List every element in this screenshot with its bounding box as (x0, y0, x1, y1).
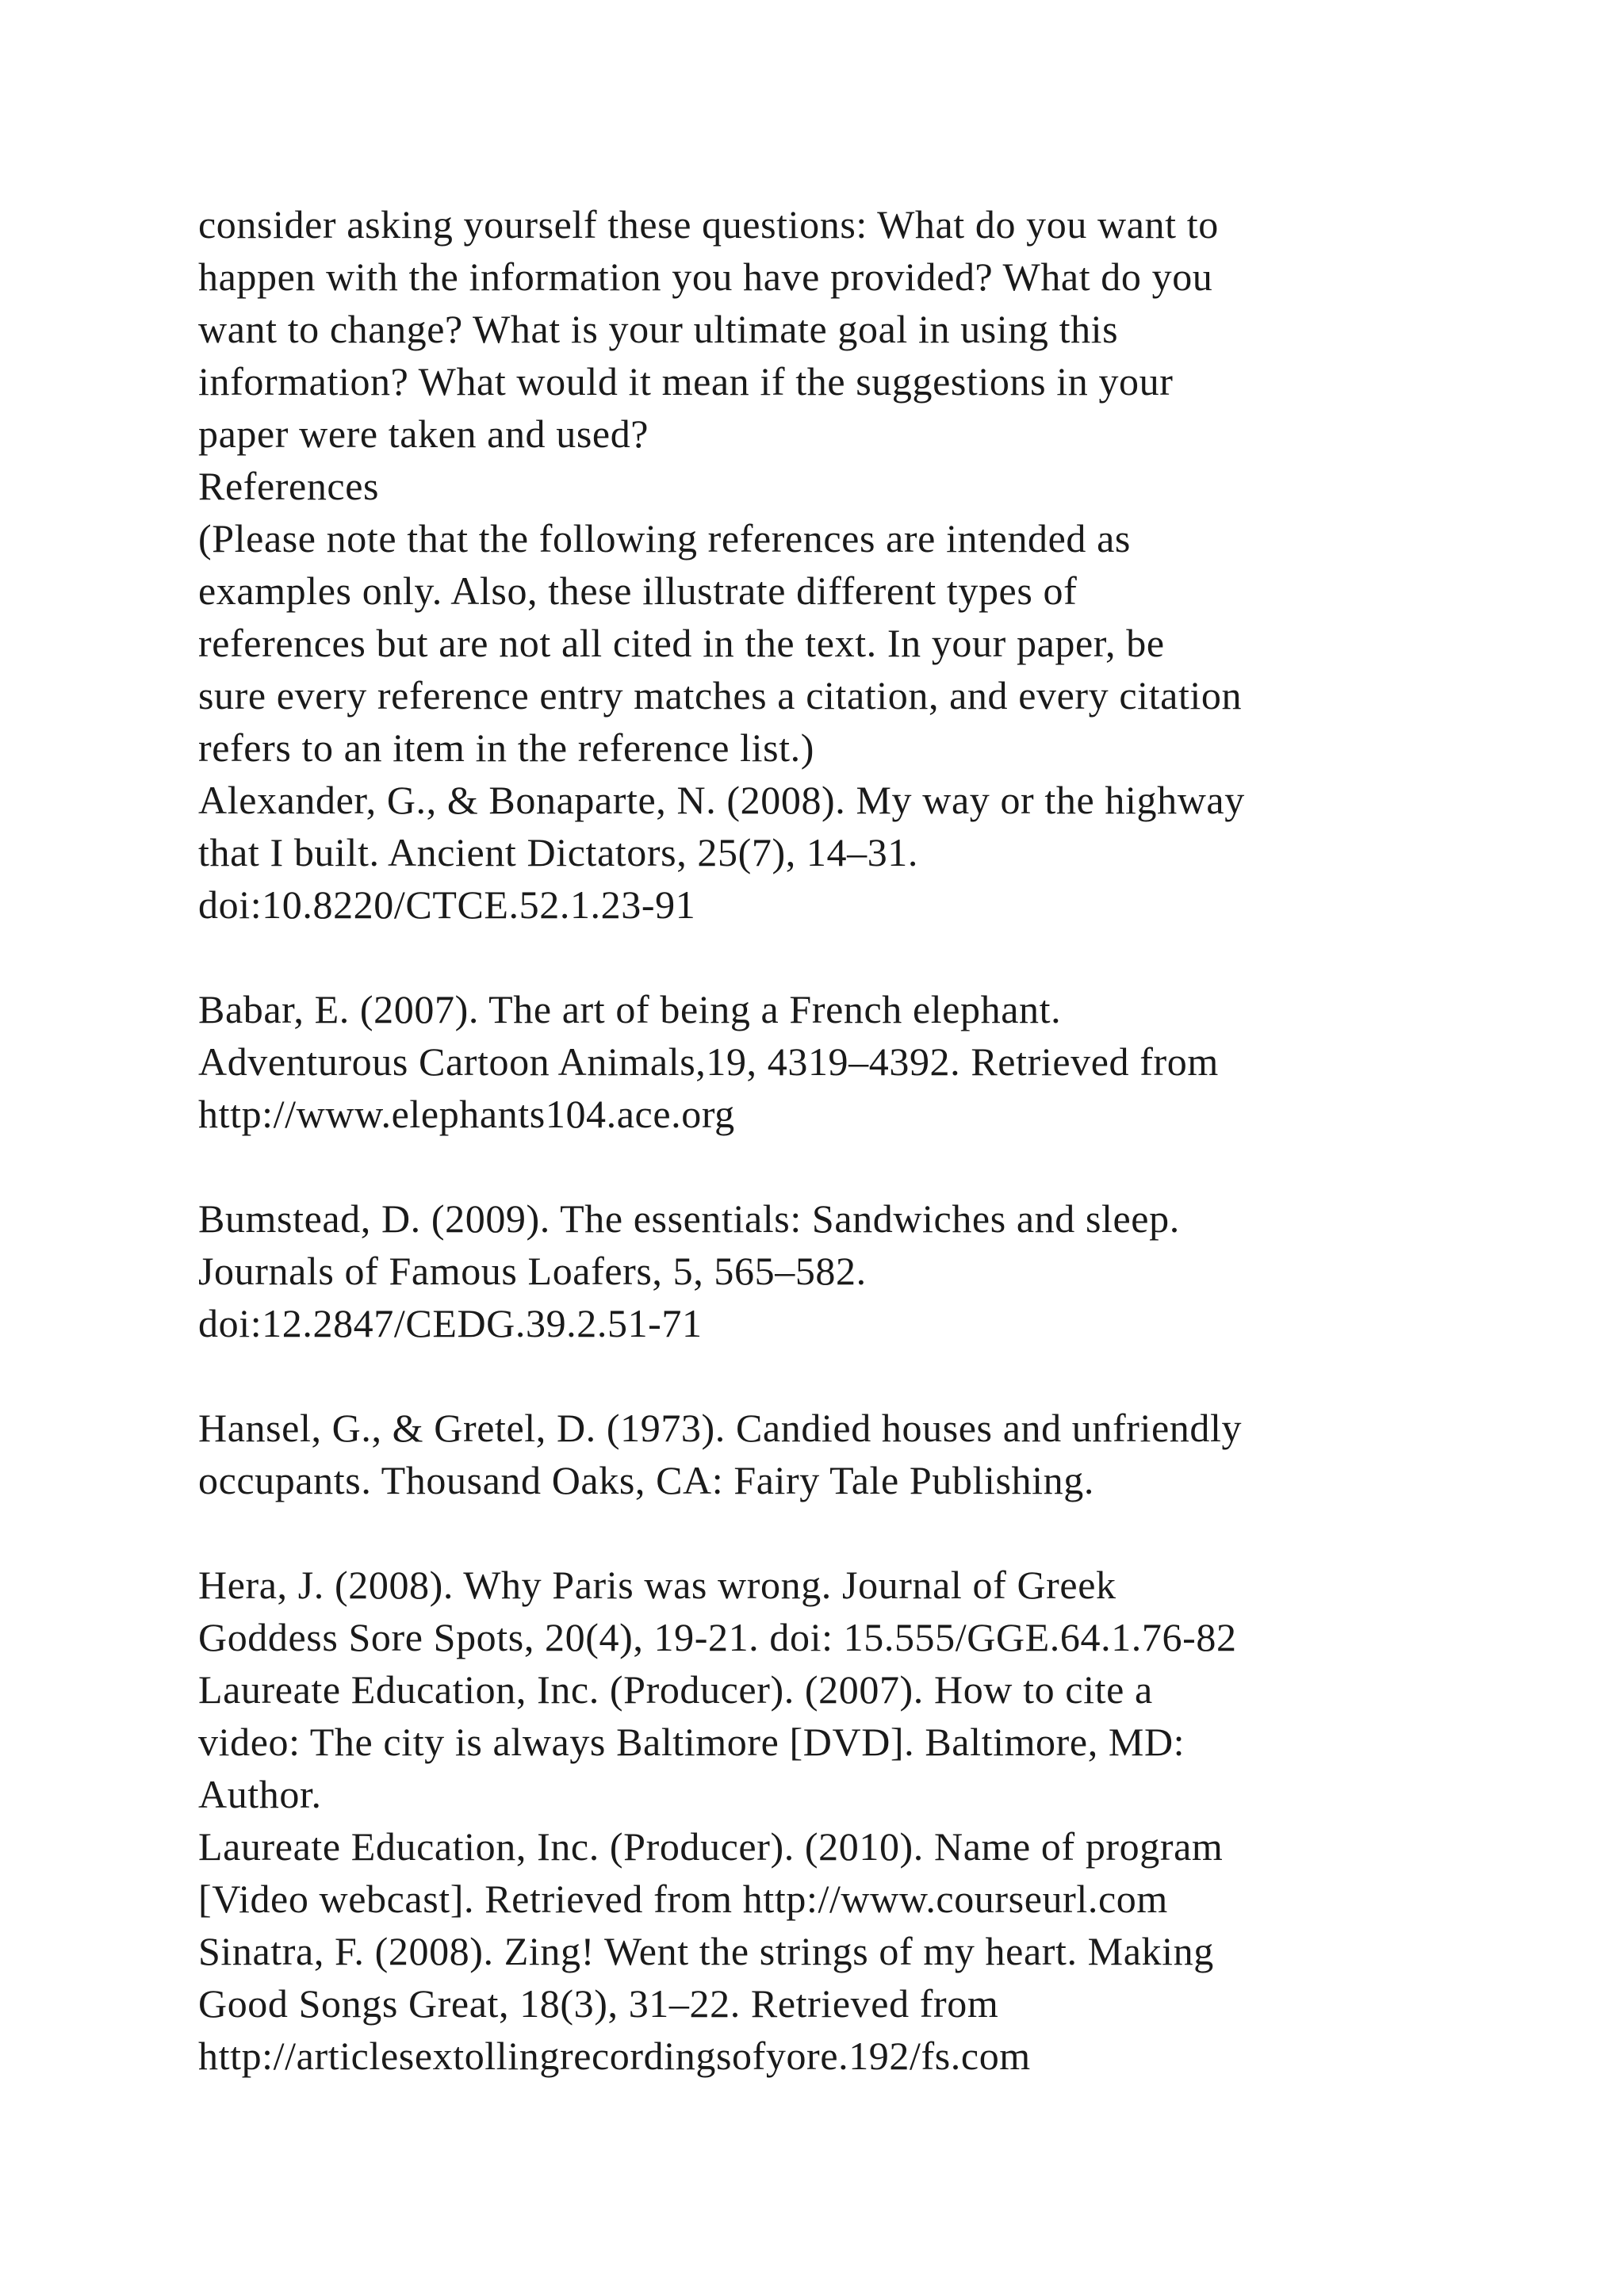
blank-line (198, 1349, 1515, 1402)
references-heading: References (198, 464, 380, 508)
text-line: happen with the information you have provided? What do you (198, 254, 1213, 299)
text-line: Hansel, G., & Gretel, D. (1973). Candied houses and unfriendly (198, 1406, 1243, 1450)
text-line: http://www.elephants104.ace.org (198, 1092, 735, 1136)
text-line: want to change? What is your ultimate goal in using this (198, 307, 1119, 351)
text-line: references but are not all cited in the text. In your paper, be (198, 621, 1165, 665)
text-line: Adventurous Cartoon Animals,19, 4319–4392. Retrieved from (198, 1039, 1219, 1084)
reference-entry-hera (198, 1559, 1515, 1663)
text-line: examples only. Also, these illustrate different types of (198, 568, 1078, 613)
intro-paragraph (198, 198, 1515, 460)
text-line: doi:12.2847/CEDG.39.2.51-71 (198, 1301, 703, 1345)
text-line: video: The city is always Baltimore [DVD]. Baltimore, MD: (198, 1720, 1185, 1764)
document-body (198, 198, 1515, 2082)
text-line: occupants. Thousand Oaks, CA: Fairy Tale Publishing. (198, 1458, 1094, 1502)
reference-entry-laureate-2007 (198, 1663, 1515, 1820)
blank-line (198, 931, 1515, 983)
text-line: doi:10.8220/CTCE.52.1.23-91 (198, 882, 696, 927)
reference-entry-sinatra (198, 1925, 1515, 2082)
text-line: that I built. Ancient Dictators, 25(7), 14–31. (198, 830, 918, 874)
text-line: Laureate Education, Inc. (Producer). (2007). How to cite a (198, 1667, 1153, 1712)
text-line: Laureate Education, Inc. (Producer). (2010). Name of program (198, 1824, 1224, 1869)
blank-line (198, 1140, 1515, 1192)
text-line: paper were taken and used? (198, 411, 649, 456)
text-line: Sinatra, F. (2008). Zing! Went the strings of my heart. Making (198, 1929, 1214, 1973)
reference-entry-bumstead (198, 1192, 1515, 1349)
text-line: (Please note that the following references are intended as (198, 516, 1131, 561)
reference-entry-laureate-2010 (198, 1820, 1515, 1925)
text-line: Hera, J. (2008). Why Paris was wrong. Journal of Greek (198, 1563, 1116, 1607)
text-line: information? What would it mean if the suggestions in your (198, 359, 1174, 404)
reference-entry-alexander (198, 774, 1515, 931)
references-note (198, 512, 1515, 774)
reference-entry-hansel (198, 1402, 1515, 1506)
blank-line (198, 1506, 1515, 1559)
text-line: Babar, E. (2007). The art of being a French elephant. (198, 987, 1062, 1031)
text-line: sure every reference entry matches a citation, and every citation (198, 673, 1243, 718)
text-line: Good Songs Great, 18(3), 31–22. Retrieved from (198, 1981, 999, 2026)
text-line: consider asking yourself these questions: What do you want to (198, 202, 1219, 247)
text-line: Alexander, G., & Bonaparte, N. (2008). My way or the highway (198, 778, 1245, 822)
text-line: Journals of Famous Loafers, 5, 565–582. (198, 1249, 867, 1293)
text-line: [Video webcast]. Retrieved from http://www.courseurl.com (198, 1877, 1168, 1921)
text-line: http://articlesextollingrecordingsofyore.192/fs.com (198, 2034, 1031, 2078)
text-line: refers to an item in the reference list.) (198, 725, 815, 770)
text-line: Author. (198, 1772, 322, 1816)
text-line: Goddess Sore Spots, 20(4), 19-21. doi: 15.555/GGE.64.1.76-82 (198, 1615, 1237, 1659)
reference-entry-babar (198, 983, 1515, 1140)
text-line: Bumstead, D. (2009). The essentials: Sandwiches and sleep. (198, 1196, 1180, 1241)
